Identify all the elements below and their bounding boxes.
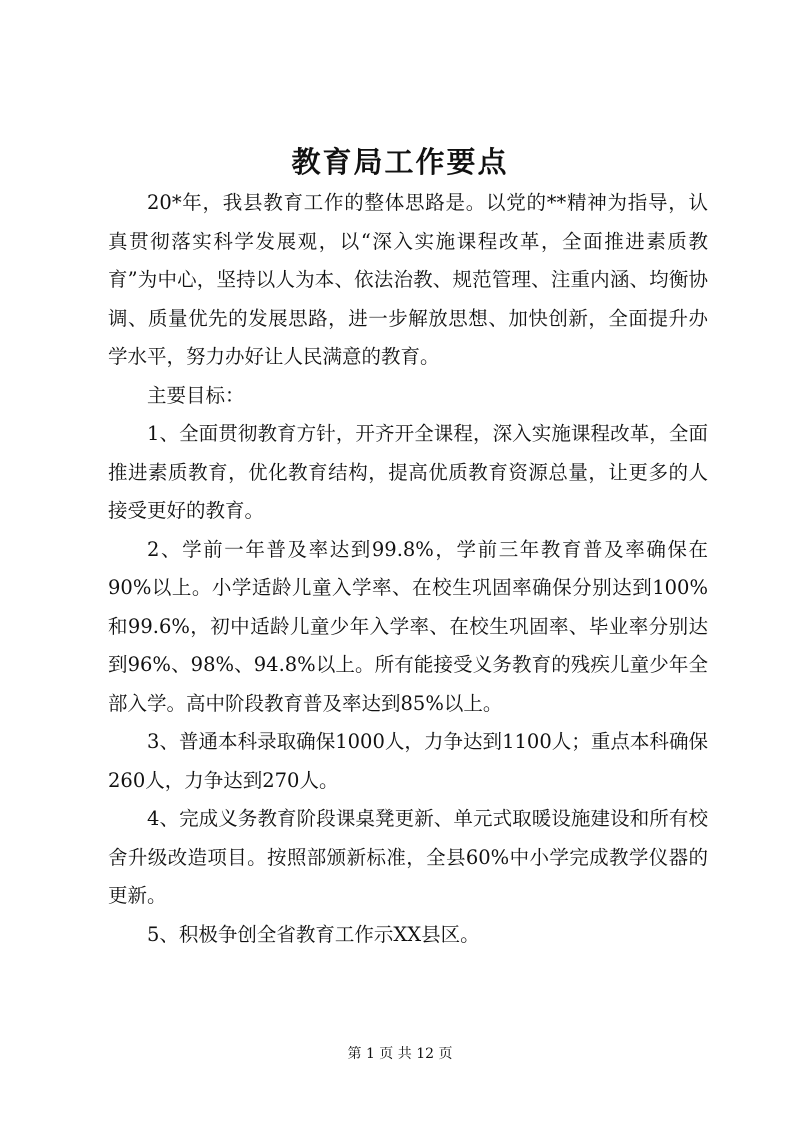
document-body bbox=[108, 184, 708, 954]
document-title: 教育局工作要点 bbox=[291, 145, 509, 179]
goal-item-2: 2、学前一年普及率达到99.8%，学前三年教育普及率确保在90%以上。小学适龄儿童入学率、在校生巩固率确保分别达到100%和99.6%，初中适龄儿童少年入学率、在校生巩固率、毕业率分别达到96%、98%、94.8%以上。所有能接受义务教育的残疾儿童少年全部入学。高中阶段教育普及率达到85%以上。 bbox=[108, 537, 708, 715]
goal-item-4: 4、完成义务教育阶段课桌凳更新、单元式取暖设施建设和所有校舍升级改造项目。按照部颁新标准，全县60%中小学完成教学仪器的更新。 bbox=[108, 807, 708, 907]
intro-paragraph: 20*年，我县教育工作的整体思路是。以党的**精神为指导，认真贯彻落实科学发展观，以“深入实施课程改革，全面推进素质教育”为中心，坚持以人为本、依法治教、规范管理、注重内涵、均衡协调、质量优先的发展思路，进一步解放思想、加快创新，全面提升办学水平，努力办好让人民满意的教育。 bbox=[108, 191, 708, 368]
page-number-footer: 第 1 页 共 12 页 bbox=[347, 1046, 453, 1062]
goal-item-1: 1、全面贯彻教育方针，开齐开全课程，深入实施课程改革，全面推进素质教育，优化教育结构，提高优质教育资源总量，让更多的人接受更好的教育。 bbox=[108, 422, 708, 522]
goals-heading: 主要目标： bbox=[147, 383, 245, 407]
goal-item-5: 5、积极争创全省教育工作示XX县区。 bbox=[147, 922, 480, 946]
goal-item-3: 3、普通本科录取确保1000人，力争达到1100人；重点本科确保260人，力争达到270人。 bbox=[108, 730, 708, 792]
